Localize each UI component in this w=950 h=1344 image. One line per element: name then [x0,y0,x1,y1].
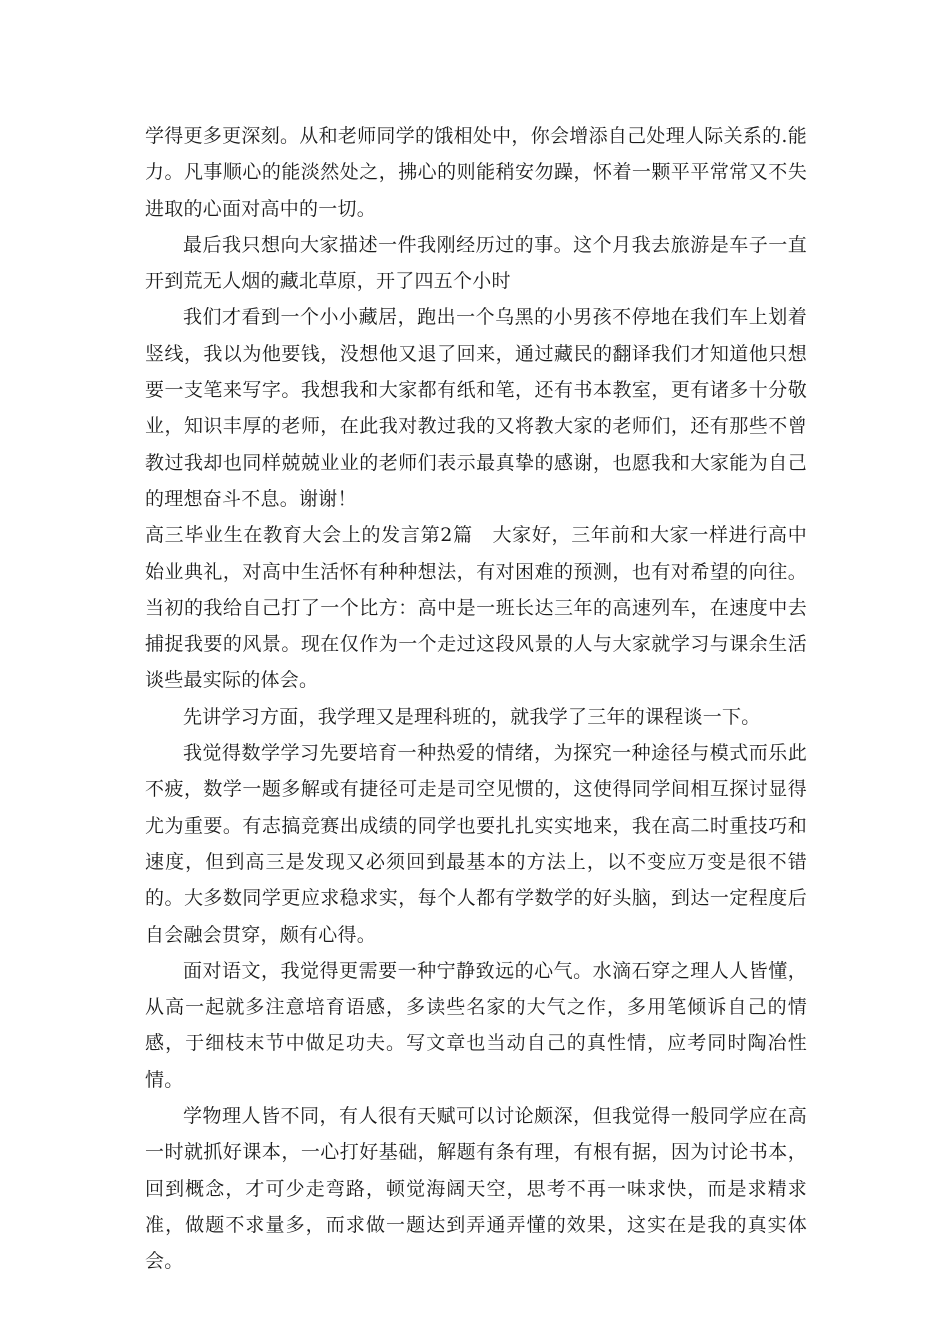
paragraph-3: 我们才看到一个小小藏居，跑出一个乌黑的小男孩不停地在我们车上划着竖线，我以为他要钱，没想他又退了回来，通过藏民的翻译我们才知道他只想要一支笔来写字。我想我和大家都有纸和笔，还有书本教室，更有诸多十分敬业，知识丰厚的老师，在此我对教过我的又将教大家的老师们，还有那些不曾教过我却也同样兢兢业业的老师们表示最真挚的感谢，也愿我和大家能为自己的理想奋斗不息。谢谢！ [145,306,807,510]
paragraph-6: 我觉得数学学习先要培育一种热爱的情绪，为探究一种途径与模式而乐此不疲，数学一题多解或有捷径可走是司空见惯的，这使得同学间相互探讨显得尤为重要。有志搞竞赛出成绩的同学也要扎扎实实地来，我在高二时重技巧和速度，但到高三是发现又必须回到最基本的方法上，以不变应万变是很不错的。大多数同学更应求稳求实，每个人都有学数学的好头脑，到达一定程度后自会融会贯穿，颇有心得。 [145,742,807,946]
paragraph-1: 学得更多更深刻。从和老师同学的饿相处中，你会增添自己处理人际关系的.能力。凡事顺心的能淡然处之，拂心的则能稍安勿躁，怀着一颗平平常常又不失进取的心面对高中的一切。 [145,125,807,220]
paragraph-8: 学物理人皆不同，有人很有天赋可以讨论颇深，但我觉得一般同学应在高一时就抓好课本，一心打好基础，解题有条有理，有根有据，因为讨论书本，回到概念，才可少走弯路，顿觉海阔天空，思考不再一味求快，而是求精求准，做题不求量多，而求做一题达到弄通弄懂的效果，这实在是我的真实体会。 [145,1105,807,1273]
paragraph-2: 最后我只想向大家描述一件我刚经历过的事。这个月我去旅游是车子一直开到荒无人烟的藏北草原，开了四五个小时 [145,233,807,293]
paragraph-5: 先讲学习方面，我学理又是理科班的，就我学了三年的课程谈一下。 [183,705,761,728]
paragraph-7: 面对语文，我觉得更需要一种宁静致远的心气。水滴石穿之理人人皆懂，从高一起就多注意培育语感，多读些名家的大气之作，多用笔倾诉自己的情感，于细枝末节中做足功夫。写文章也当动自己的真性情，应考同时陶冶性情。 [145,959,807,1091]
paragraph-4-section-heading: 高三毕业生在教育大会上的发言第2篇 大家好，三年前和大家一样进行高中始业典礼，对高中生活怀有种种想法，有对困难的预测，也有对希望的向往。当初的我给自己打了一个比方：高中是一班长达三年的高速列车，在速度中去捕捉我要的风景。现在仅作为一个走过这段风景的人与大家就学习与课余生活谈些最实际的体会。 [145,524,807,692]
document-body [145,118,807,1280]
